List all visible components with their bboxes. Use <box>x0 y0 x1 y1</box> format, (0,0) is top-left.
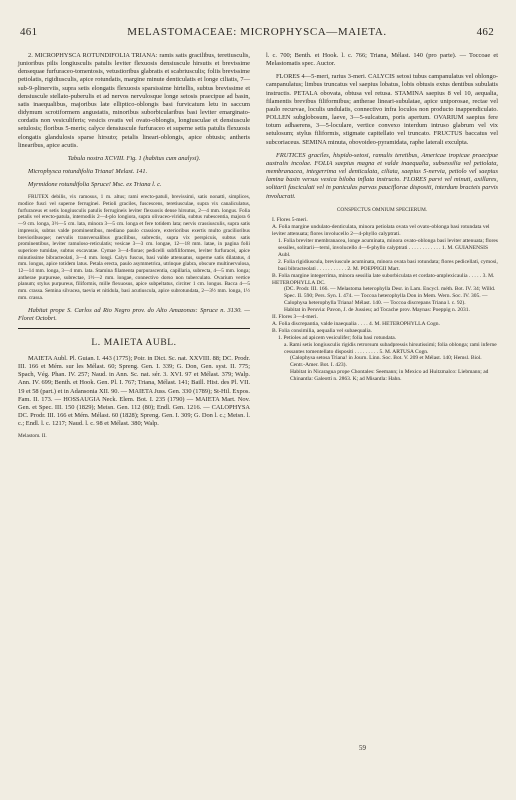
key-entry: Habitat in Peruvia: Pavon, J. de Jussieu; ad Tocache prov. Maynas: Poeppig n. 2031. <box>284 307 470 314</box>
key-entry: (DC. Prodr. III. 166. — Melastoma heterophylla Desr. in Lam. Encycl. méth. Bot. IV. 34; Willd. Spec. II. 590; Pers. Syn. I. 474. — Toccoa heterophylla Don in Mem. Wern. Soc. IV. 305. — Calophysa heterophylla Triana! Mélast. 140. — Toccoa discrepans Triana l. c. 92). <box>284 286 496 307</box>
key-entry: II. Flores 3—4-meri. <box>272 314 318 321</box>
key-entry: 1. Petioles ad apicem vesiculifer; folia basi rotundata. <box>278 334 397 341</box>
section-title: L. MAIETA AUBL. <box>91 337 177 348</box>
catchword: Melastom. II. <box>18 433 47 440</box>
key-entry: Habitat in Nicaragua prope Chontales: Seemann; in Mexico ad Huitzmalco: Liebmann; ad Chinantla: Galeotti n. 2863. K; ad Misantla: Hahn. <box>290 369 489 383</box>
key-entry: A. Folia margine undulato-denticulata, minora petiolata ovata vel ovato-oblonga basi rotundata vel leviter attenuata; flores involucello 2—4-phyllo calyptrati. <box>272 224 490 238</box>
left-column <box>18 52 250 445</box>
folio-number: 59 <box>359 744 366 752</box>
synonym-2: Myrmidone rotundifolia Spruce! Msc. ex Triana l. c. <box>28 181 162 189</box>
species-key <box>266 217 498 383</box>
running-header <box>20 26 494 38</box>
references-continued: l. c. 700; Benth. et Hook. l. c. 766; Triana, Mélast. 140 (pro parte). — Toccoae et Melastomatis spec. Auctor. <box>266 52 498 68</box>
key-entry: 2. Folia rigidiuscula, breviuscule acuminata, minora ovata basi rotundata; flores pedicellati, cymosi, basi bibracteolati . . . . . . . . . . . 2. M. POEPPIGII Mart. <box>278 258 498 272</box>
right-column <box>266 52 498 383</box>
key-entry: I. Flores 5-meri. <box>272 217 308 224</box>
key-entry: B. Folia consimilia, aequalia vel subaequalia. <box>272 327 372 334</box>
running-title: MELASTOMACEAE: MICROPHYSCA—MAIETA. <box>127 26 387 38</box>
key-entry: A. Folia discrepantia, valde inaequalia . . . . 4. M. HETEROPHYLLA Cogn. <box>272 320 440 327</box>
key-entry: B. Folia margine integerrima, minora sessilia late suborbiculata et cordato-amplexicaulia . . . . . 3. M. HETEROPHYLLA DC. <box>272 272 495 286</box>
genus-frutices: FRUTICES graciles, hispido-setosi, ramulis teretibus, Americae tropicae praecipue australis incolae. FOLIA saepius magna et valde inaequalia, subsessilia vel petiolata, membranacea, integerrima vel denticulata, ciliata, saepius 5-nervia, petiolo vel saepius lamina basin versus vesica biloba inflata instructo. FLORES parvi vel minuti, axillares, solitarii fasciculati vel in paniculas parvas pauciflorae dispositi, interdum bracteis parvis involucrati. <box>266 151 498 200</box>
key-entry: (Calophysa setosa Triana! in Journ. Linn. Soc. Bot. V. 209 et Mélast. 140; Hemsl. Biol. Centr.-Amer. Bot. I. 423). <box>290 355 482 369</box>
left-page-number: 461 <box>20 26 38 38</box>
conspectus-heading: CONSPECTUS OMNIUM SPECIERUM. <box>336 206 428 213</box>
genus-flores: FLORES 4—5-meri, rarius 3-meri. CALYCIS setosi tubus campanulatus vel oblongo-campanulatus; limbus truncatus vel saepius lobatus, lobis obtusis extus dentibus subulatis instructis. PETALA obovata, obtusa vel retusa. STAMINA saepius 8 vel 10, aequalia, filamentis brevibus filiformibus; antherae lineari-subulatae, apice uniporosae, rectae vel paulo recurvae, loculis undulatis, connectivo infra loculos non producto inappendiculato. POLLEN subglobosum, laeve, 3—5-sulcatum, poris apertum. OVARIUM saepius fere totum adhaerens, 3—5-loculare, vertice convexo interdum intruso glabrum vel vix setulosum; stylus filiformis, stigmate capitellato vel truncato. FRUCTUS baccatus vel subcoriaceus. SEMINA minuta, obovoideo-pyramidata, raphe laterali exculpta. <box>266 73 498 146</box>
key-entry: a. Rami setis longiusculis rigidis retrorsum subadpressis hirsutissimi; folia oblonga; rami inferne cessantes tomentellato dispositi . . . . . . . . . 5. M. ARTUSA Cogn. <box>284 341 497 355</box>
plate-reference: Tabula nostra XCVIII. Fig. 1 (habitus cum analysi). <box>67 154 201 162</box>
frutex-description: FRUTEX debilis, vix ramosus, 1 m. altus; rami erecto-patuli, brevissimi, satis nonatti, simplices, modice fusci vel superne ferruginei. Petioli graciles, fuscescens, teretiusculae, supra vix canaliculatus, furfuraceus et setis longiusculis patulis ferrugineis leviter flexuosis dense hirsutus, 2—4 mm. longus. Folia petalis vel erecto-patula, internodiis 2—4-plo longiora, supra olivaceo-viridia, subtus rubescentia, majora 6—9 cm. longa, 3½—5 cm. lata, minora 3—5 cm. longa et fere totidem lata; nervis crassiusculis, supra satis impressis, subtus valde prominentibus, mediano paulo crassiore, exterioribus exertis multo gracilioribus brevioribusque; nervulis transversalibus gracilibus, subrectis, supra vix perspicuis, subtus satis prominentibus, leviter ramuloso-reticulatis; vesicae 3—3 cm. longae, 12—18 mm. latae, in pagina folii superiore tumidae, subtus excavatae. Cymae 3—4-florae; pedicelli subfiliformes, leviter furfuracei, apice minutissime bibracteolati, 3—4 mm. longi. Calyx fuscus, basi valde attenuatus, superne satis dilatatus, 4 mm. longus, apice totidem latus. Petala erecta, paulo asymmetrica, utrinque glabra, obscure multinervulosa, 12—14 mm. longa, 3—4 mm. lata. Stamina filamenta purpurascentia, capillaria, subrecta, 4—5 mm. longa; antherae purpureae, subrectae, 1½—2 mm. longae, connectivo dorso non tuberculato. Ovarium vertice planum; stylus purpureus, filiformis, mille flexuosus, apice subpeltatus, circiter 1 cm. longus. Bacca 4—5 mm. crassa. Semina silvacea, taevia et nitidula, basi acutiuscula, apice subrotundata, 2—3½ mm. longa, 1½ mm. crassa. <box>18 194 250 301</box>
synonym-1: Microphysca rotundifolia Triana! Melast. 141. <box>28 168 148 176</box>
right-page-number: 462 <box>476 26 494 38</box>
genus-references: MAIETA Aubl. Pl. Guian. I. 443 (1775); Poir. in Dict. Sc. nat. XXVIII. 88; DC. Prodr. III. 166 et Mém. sur les Mélast. 60; Spreng. Gen. I. 339; G. Don, Gen. syst. II. 775; Spach, Vég. Phan. IV. 257; Naud. in Ann. Sc. nat. sér. 3. XVI. 97 et Mélast. 379; Walp. Ann. IV. 699; Benth. et Hook. Gen. Pl. I. 767; Triana, Mélast. 141; Baill. Hist. des Pl. VII. 19 et 58 (part.) et in Adansonia XII. 90. — MAIETA Juss. Gen. 330 (1789); St-Hil. Expos. Fam. II. 173. — HOSSAUGIA Neck. Elem. Bot. I. 235 (1790) — MAIETA Mart. Nov. Gen. et Spec. III. 150 (1829); Meisn. Gen. 112 (80); Endl. Gen. 1216. — CALOPHYSA DC. Prodr. III. 166 et Mém. Mélast. 60 (1828); Spreng. Gen. I. 309; G. Don l. c.; Meisn. l. c.; Endl. l. c. 1217; Naud. l. c. 98 et Mélast. 380; Walp. <box>18 354 250 428</box>
section-divider <box>18 328 250 329</box>
key-entry: 1. Folia breviter membranacea, longe acuminata, minora ovato-oblonga basi leviter attenuata; flores sessiles, solitarii—terni, involucello 4—6-phyllo calyptrati . . . . . . . . . . . . 1. M. GUIANENSIS Aubl. <box>278 238 498 258</box>
habitat-note: Habitat prope S. Carlos ad Rio Negro prov. do Alto Amazonas: Spruce n. 3130. — Floret Octobri. <box>18 306 250 322</box>
species-description: 2. MICROPHYSCA ROTUNDIFOLIA TRIANA: ramis satis gracilibus, teretiusculis, junioribus pilis longiusculis patulis leviter flexuosis densiuscule hirsutis et brevissime densequae furfuraceo-tomentosis, vetustioribus glabratis et scabriusculis; foliis brevissime petiolatis, rigidiusculis, apice rotundatis, margine minute denticulatis et longe ciliatis, 7—sub-9-plinerviis, supra setis elongatis flexuosis sparsissime hirtellis, subtus brevissime et densiuscule stellato-puberulis et ad nervos nervulosque longe setosis praecipue ad basin, satis inaequalibus, majoribus late elliptico-oblongis basi furvicatum letu in saccum didymum scrotiformem angustatis, minoribus suborbicularibus basi leviter emarginato-cordatis non vesiculiferis; vesicis ovatis vel ovato-oblongis, longiusculae et densiuscule setulosis; floribus 5-meris; calyce densiuscule furfuraceo et superne setis patulis flexuosis elongatis glandulosis sparse hirsuto; petalis lineari-oblongis, apice obtusis; antheris linearibus, apice acutis. <box>18 52 250 149</box>
